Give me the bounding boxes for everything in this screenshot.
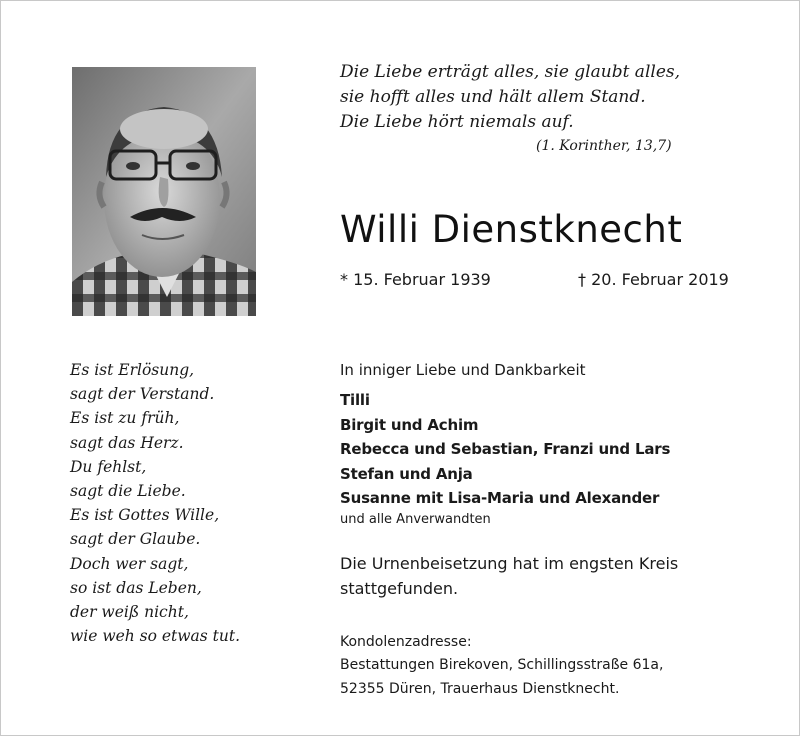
address-line: 52355 Düren, Trauerhaus Dienstknecht. — [340, 680, 620, 697]
relatives-note: und alle Anverwandten — [340, 511, 491, 527]
poem-line: sagt das Herz. — [70, 433, 184, 452]
poem-line: Es ist Gottes Wille, — [70, 506, 220, 525]
death-date: † 20. Februar 2019 — [578, 270, 729, 289]
quote-line: Die Liebe erträgt alles, sie glaubt alles, — [340, 62, 681, 82]
portrait-photo — [72, 67, 256, 316]
poem-line: sagt der Verstand. — [70, 385, 215, 404]
family-member: Stefan und Anja — [340, 464, 473, 483]
burial-notice — [340, 551, 760, 601]
family-member: Susanne mit Lisa-Maria und Alexander — [340, 489, 660, 507]
family-list — [340, 388, 780, 511]
family-member: Tilli — [340, 391, 370, 409]
condolence-address — [340, 631, 780, 702]
poem — [70, 358, 300, 648]
burial-line: Die Urnenbeisetzung hat im engsten Kreis — [340, 553, 679, 573]
deceased-name: Willi Dienstknecht — [340, 208, 683, 251]
poem-line: Es ist Erlösung, — [70, 361, 195, 379]
quote-line: Die Liebe hört niemals auf. — [340, 112, 574, 132]
address-line: Bestattungen Birekoven, Schillingsstraße 61a, — [340, 657, 664, 673]
birth-date: * 15. Februar 1939 — [340, 270, 491, 289]
poem-line: Du fehlst, — [70, 457, 147, 476]
poem-line: der weiß nicht, — [70, 603, 189, 622]
quote-line: sie hofft alles und hält allem Stand. — [340, 87, 646, 107]
family-member: Birgit und Achim — [340, 415, 479, 434]
burial-line: stattgefunden. — [340, 578, 459, 598]
poem-line: Es ist zu früh, — [70, 409, 180, 428]
poem-line: Doch wer sagt, — [70, 554, 189, 573]
poem-line: wie weh so etwas tut. — [70, 627, 241, 646]
mourners-section — [340, 358, 780, 701]
address-label: Kondolenzadresse: — [340, 633, 472, 650]
family-member: Rebecca und Sebastian, Franzi und Lars — [340, 440, 671, 458]
poem-line: sagt der Glaube. — [70, 530, 201, 549]
poem-line: so ist das Leben, — [70, 578, 202, 597]
quote-reference: (1. Korinther, 13,7) — [536, 138, 672, 154]
mourners-intro: In inniger Liebe und Dankbarkeit — [340, 361, 586, 379]
poem-line: sagt die Liebe. — [70, 482, 186, 501]
bible-quote — [340, 60, 720, 157]
